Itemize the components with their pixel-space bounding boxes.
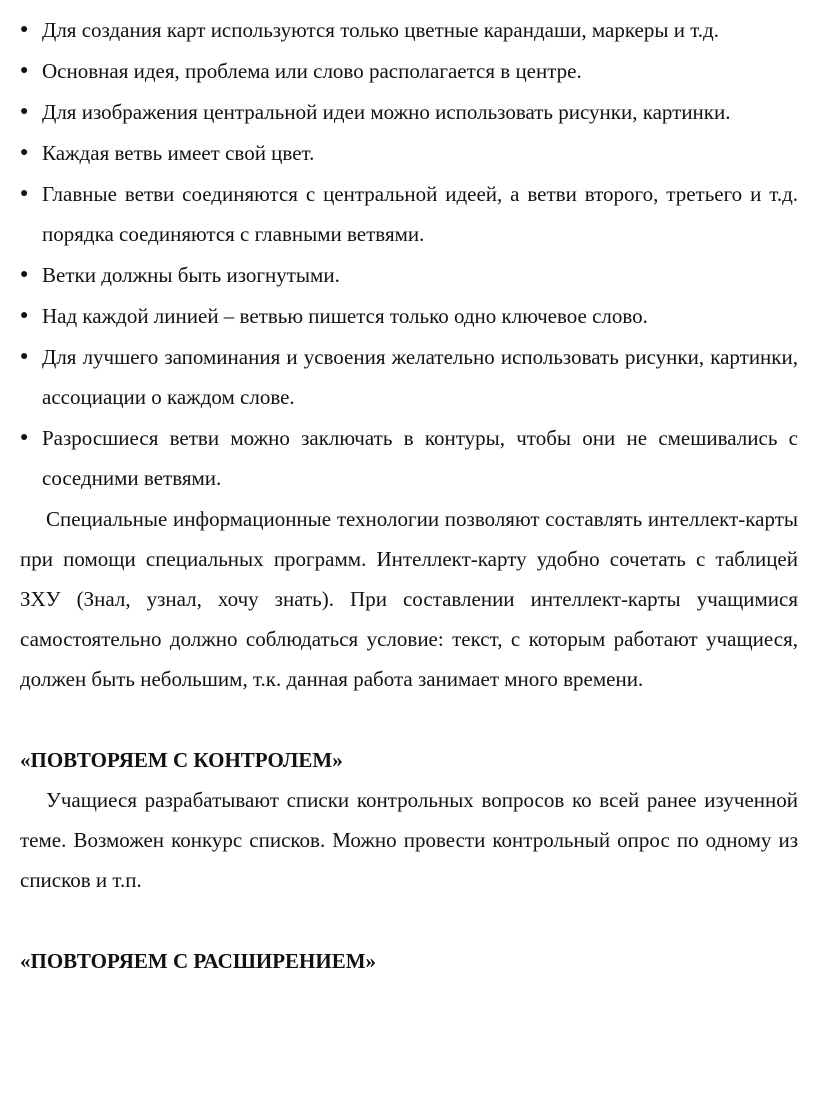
bullet-icon: ● — [20, 63, 29, 78]
list-item — [20, 10, 798, 50]
body-paragraph-control: Учащиеся разрабатывают списки контрольных вопросов ко всей ранее изученной теме. Возможен конкурс списков. Можно провести контрольный опрос по одному из списков и т.п. — [20, 788, 798, 892]
bullet-icon: ● — [20, 104, 29, 119]
bullet-icon: ● — [20, 186, 29, 201]
list-item — [20, 133, 798, 173]
bullet-icon: ● — [20, 267, 29, 282]
list-item-text: Главные ветви соединяются с центральной идеей, а ветви второго, третьего и т.д. порядка соединяются с главными ветвями. — [42, 182, 798, 246]
rules-list — [20, 10, 798, 498]
list-item-text: Основная идея, проблема или слово располагается в центре. — [42, 59, 582, 83]
section-heading-control: «ПОВТОРЯЕМ С КОНТРОЛЕМ» — [20, 748, 343, 772]
bullet-icon: ● — [20, 430, 29, 445]
list-item — [20, 92, 798, 132]
list-item-text: Ветки должны быть изогнутыми. — [42, 263, 340, 287]
list-item — [20, 174, 798, 254]
bullet-icon: ● — [20, 349, 29, 364]
section-heading-extension: «ПОВТОРЯЕМ С РАСШИРЕНИЕМ» — [20, 949, 377, 973]
list-item — [20, 418, 798, 498]
bullet-icon: ● — [20, 22, 29, 37]
bullet-icon: ● — [20, 145, 29, 160]
list-item-text: Разросшиеся ветви можно заключать в контуры, чтобы они не смешивались с соседними ветвями. — [42, 426, 798, 490]
list-item — [20, 337, 798, 417]
list-item — [20, 296, 798, 336]
list-item-text: Для лучшего запоминания и усвоения желательно использовать рисунки, картинки, ассоциации о каждом слове. — [42, 345, 798, 409]
body-paragraph-mind-maps: Специальные информационные технологии позволяют составлять интеллект-карты при помощи специальных программ. Интеллект-карту удобно сочетать с таблицей ЗХУ (Знал, узнал, хочу знать). При составлении интеллект-карты учащимися самостоятельно должно соблюдаться условие: текст, с которым работают учащиеся, должен быть небольшим, т.к. данная работа занимает много времени. — [20, 507, 798, 691]
list-item-text: Каждая ветвь имеет свой цвет. — [42, 141, 315, 165]
spacer — [20, 900, 798, 941]
list-item — [20, 51, 798, 91]
list-item-text: Над каждой линией – ветвью пишется только одно ключевое слово. — [42, 304, 648, 328]
document-page — [20, 10, 798, 981]
list-item-text: Для создания карт используются только цветные карандаши, маркеры и т.д. — [42, 18, 719, 42]
list-item — [20, 255, 798, 295]
list-item-text: Для изображения центральной идеи можно использовать рисунки, картинки. — [42, 100, 731, 124]
spacer — [20, 699, 798, 740]
bullet-icon: ● — [20, 308, 29, 323]
